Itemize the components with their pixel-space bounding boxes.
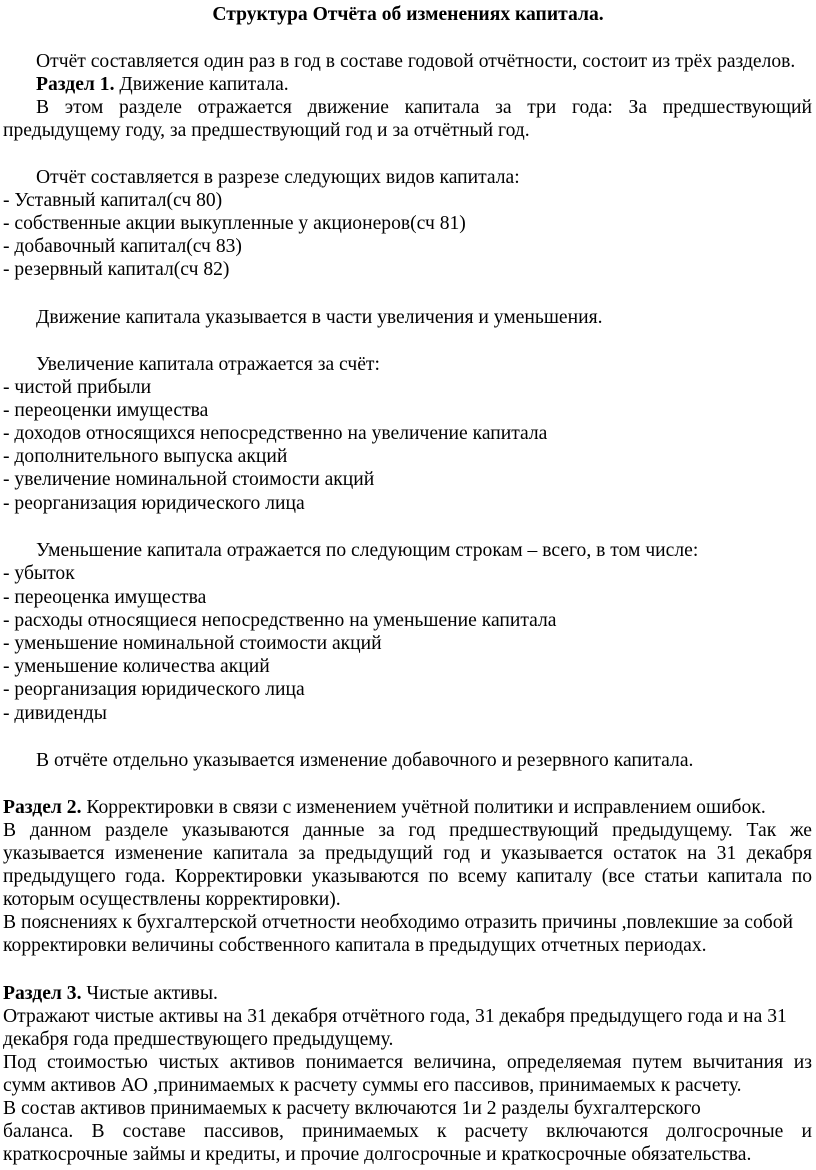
section-2-line-3: предыдущего года. Корректировки указываются по всему капиталу (все статьи капитала по	[3, 866, 812, 887]
movement-paragraph: Движение капитала указывается в части увеличения и уменьшения.	[36, 307, 603, 328]
section-3-line-7: краткосрочные займы и кредиты, и прочие долгосрочные и краткосрочные обязательства.	[3, 1144, 752, 1165]
capital-kind-item: - резервный капитал(сч 82)	[3, 259, 230, 280]
section-3-line-2: декабря года предшествующего предыдущему.	[3, 1029, 394, 1050]
section-1-paragraph-line-1: В этом разделе отражается движение капитала за три года: За предшествующий	[36, 97, 812, 118]
decrease-item: - дивиденды	[3, 703, 107, 724]
section-3-heading	[3, 982, 218, 1005]
section-2-line-4: которым осуществлены корректировки).	[3, 889, 341, 910]
section-3-line-1: Отражают чистые активы на 31 декабря отчётного года, 31 декабря предыдущего года и на 31	[3, 1006, 787, 1027]
section-2-line-5: В пояснениях к бухгалтерской отчетности необходимо отразить причины ,повлекшие за собой	[3, 912, 794, 933]
decrease-intro: Уменьшение капитала отражается по следующим строкам – всего, в том числе:	[36, 540, 699, 561]
intro-paragraph: Отчёт составляется один раз в год в составе годовой отчётности, состоит из трёх разделов.	[36, 51, 796, 72]
increase-item: - увеличение номинальной стоимости акций	[3, 469, 375, 490]
capital-kind-item: - собственные акции выкупленные у акционеров(сч 81)	[3, 213, 466, 234]
section-2-line-1: В данном разделе указываются данные за год предшествующий предыдущему. Так же	[3, 820, 812, 841]
section-2-line-6: корректировки величины собственного капитала в предыдущих отчетных периодах.	[3, 935, 707, 956]
section-2-label: Раздел 2.	[3, 797, 82, 818]
capital-kind-item: - Уставный капитал(сч 80)	[3, 190, 223, 211]
section-3-line-3: Под стоимостью чистых активов понимается величина, определяемая путем вычитания из	[3, 1052, 812, 1073]
decrease-item: - переоценка имущества	[3, 587, 207, 608]
increase-item: - реорганизация юридического лица	[3, 493, 305, 514]
section-3-label: Раздел 3.	[3, 983, 82, 1004]
section-2-title: Корректировки в связи с изменением учётной политики и исправлением ошибок.	[81, 797, 766, 818]
section-1-label: Раздел 1.	[36, 74, 115, 95]
section-2-line-2: указывается изменение капитала за предыдущий год и указывается остаток на 31 декабря	[3, 843, 812, 864]
section-2-heading	[3, 796, 766, 819]
section-3-title: Чистые активы.	[81, 983, 218, 1004]
section-1-heading	[36, 73, 289, 96]
increase-item: - дополнительного выпуска акций	[3, 446, 288, 467]
section-3-line-6: баланса. В составе пассивов, принимаемых к расчету включаются долгосрочные и	[3, 1121, 812, 1142]
decrease-item: - уменьшение количества акций	[3, 656, 270, 677]
section-3-line-5: В состав активов принимаемых к расчету включаются 1и 2 разделы бухгалтерского	[3, 1098, 701, 1119]
document-title: Структура Отчёта об изменениях капитала.	[212, 4, 604, 25]
capital-kind-item: - добавочный капитал(сч 83)	[3, 236, 242, 257]
decrease-item: - уменьшение номинальной стоимости акций	[3, 633, 382, 654]
decrease-item: - реорганизация юридического лица	[3, 679, 305, 700]
decrease-item: - убыток	[3, 563, 75, 584]
decrease-item: - расходы относящиеся непосредственно на уменьшение капитала	[3, 610, 557, 631]
separately-paragraph: В отчёте отдельно указывается изменение добавочного и резервного капитала.	[36, 750, 694, 771]
increase-item: - чистой прибыли	[3, 377, 152, 398]
increase-item: - доходов относящихся непосредственно на увеличение капитала	[3, 423, 548, 444]
increase-item: - переоценки имущества	[3, 400, 209, 421]
section-1-paragraph-line-2: предыдущему году, за предшествующий год и за отчётный год.	[3, 120, 530, 141]
section-1-title: Движение капитала.	[114, 74, 289, 95]
increase-intro: Увеличение капитала отражается за счёт:	[36, 354, 380, 375]
section-3-line-4: сумм активов АО ,принимаемых к расчету суммы его пассивов, принимаемых к расчету.	[3, 1075, 742, 1096]
capital-kinds-intro: Отчёт составляется в разрезе следующих видов капитала:	[36, 167, 520, 188]
